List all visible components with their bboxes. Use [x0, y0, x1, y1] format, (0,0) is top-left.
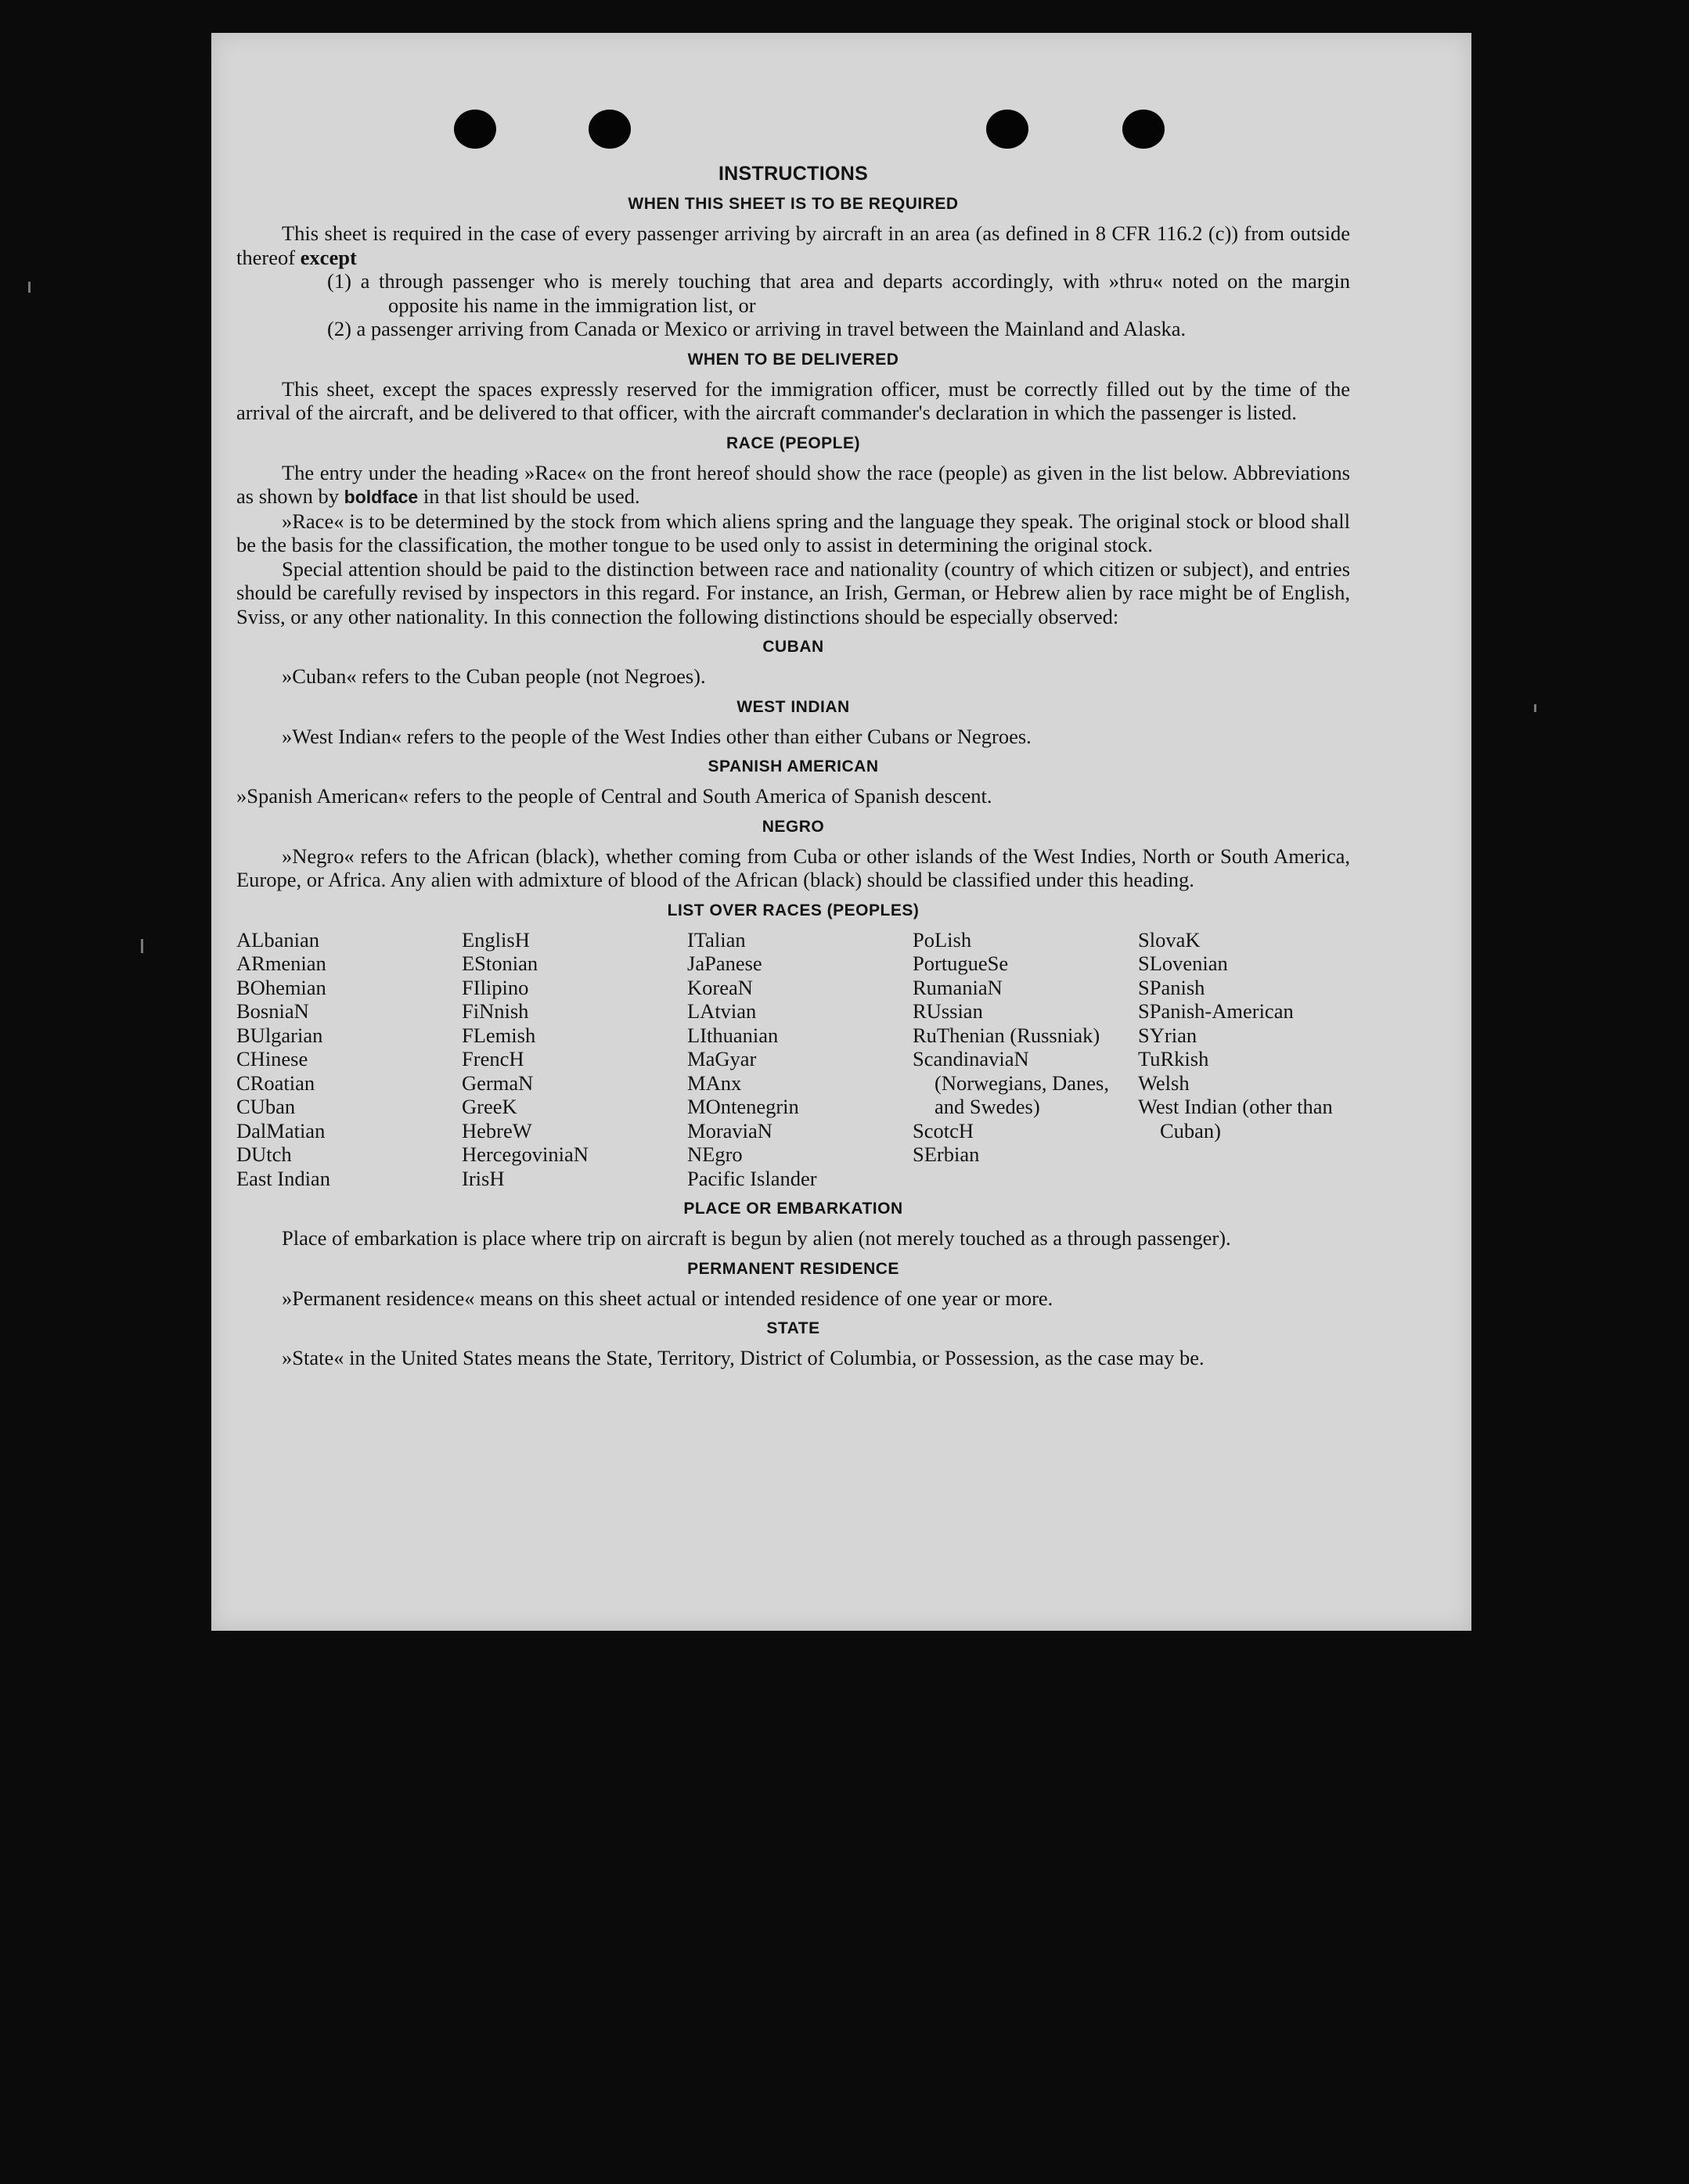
race-entry: CHinese — [236, 1047, 308, 1070]
race-entry: SlovaK — [1138, 927, 1201, 952]
heading-negro: NEGRO — [762, 817, 825, 836]
race-entry: SPanish — [1138, 975, 1205, 999]
race-paragraph-1: The entry under the heading »Race« on the front hereof should show the race (people) as given in the list below. Abbreviations as shown by boldface in that list should be used. — [236, 460, 1350, 508]
when-required-item-2: (2) a passenger arriving from Canada or Mexico or arriving in travel between the Mainland and Alaska. — [327, 317, 1187, 340]
race-column — [1138, 928, 1373, 1191]
race-entry: ScandinaviaN (Norwegians, Danes, and Swedes) — [913, 1047, 1109, 1118]
negro-text: »Negro« refers to the African (black), whether coming from Cuba or other islands of the West Indies, North or South America, Europe, or Africa. Any alien with admixture of blood of the African (black) should be classified under this heading. — [236, 844, 1350, 891]
race-entry: BOhemian — [236, 975, 326, 999]
boldface-word: boldface — [344, 487, 419, 507]
residence-text: »Permanent residence« means on this sheet actual or intended residence of one year or more. — [282, 1286, 1053, 1310]
cuban-text: »Cuban« refers to the Cuban people (not Negroes). — [282, 664, 706, 688]
race-entry: MaGyar — [687, 1047, 757, 1070]
page-title: INSTRUCTIONS — [718, 163, 869, 185]
spanish-american-text: »Spanish American« refers to the people of Central and South America of Spanish descent. — [236, 784, 992, 808]
heading-west-indian: WEST INDIAN — [736, 697, 850, 716]
punch-hole — [986, 110, 1028, 149]
document-page — [211, 33, 1471, 1631]
heading-races-list: LIST OVER RACES (PEOPLES) — [667, 901, 920, 919]
embarkation-text: Place of embarkation is place where trip on aircraft is begun by alien (not merely touched as a through passenger). — [282, 1226, 1231, 1250]
race-entry: ITalian — [687, 927, 746, 952]
when-required-intro: This sheet is required in the case of every passenger arriving by aircraft in an area (as defined in 8 CFR 116.2 (c)) from outside thereof except — [236, 221, 1350, 269]
race-entry: RumaniaN — [913, 975, 1003, 999]
race-entry: ARmenian — [236, 952, 326, 975]
race-column — [687, 928, 913, 1191]
race-entry: SErbian — [913, 1142, 980, 1166]
race-entry: RUssian — [913, 999, 983, 1023]
race-entry: SYrian — [1138, 1023, 1197, 1047]
race-entry: BosniaN — [236, 999, 309, 1023]
race-entry: EnglisH — [462, 927, 530, 952]
race-entry: FIlipino — [462, 975, 529, 999]
race-entry: ALbanian — [236, 927, 319, 952]
race-entry: Welsh — [1138, 1070, 1190, 1095]
race-column — [236, 928, 462, 1191]
heading-when-required: WHEN THIS SHEET IS TO BE REQUIRED — [628, 195, 959, 213]
race-entry: East Indian — [236, 1166, 330, 1190]
heading-when-delivered: WHEN TO BE DELIVERED — [687, 350, 899, 369]
when-required-item-1: (1) a through passenger who is merely touching that area and departs accordingly, with »thru« noted on the margin opposite his name in the immigration list, or — [327, 269, 1350, 317]
race-entry: DalMatian — [236, 1118, 326, 1142]
race-entry: LAtvian — [687, 999, 757, 1023]
race-entry: GreeK — [462, 1095, 517, 1118]
race-entry: IrisH — [462, 1166, 505, 1190]
race-entry: GermaN — [462, 1070, 534, 1095]
race-entry: JaPanese — [687, 952, 762, 975]
heading-state: STATE — [766, 1319, 820, 1337]
race-entry: MOntenegrin — [687, 1095, 799, 1118]
race-entry: SLovenian — [1138, 952, 1228, 975]
race-entry: MoraviaN — [687, 1118, 772, 1142]
race-entry: HebreW — [462, 1118, 532, 1142]
heading-residence: PERMANENT RESIDENCE — [687, 1259, 899, 1278]
heading-race: RACE (PEOPLE) — [726, 434, 860, 452]
race-entry: MAnx — [687, 1070, 742, 1095]
race-entry: RuThenian (Russniak) — [913, 1023, 1100, 1047]
race-paragraph-2: »Race« is to be determined by the stock from which aliens spring and the language they speak. The original stock or blood shall be the basis for the classification, the mother tongue to be used only to assist in determining the original stock. — [236, 509, 1350, 556]
race-entry: CRoatian — [236, 1070, 315, 1095]
race-entry: FLemish — [462, 1023, 536, 1047]
race-entry: BUlgarian — [236, 1023, 323, 1047]
scan-speck — [141, 939, 143, 953]
race-entry: DUtch — [236, 1142, 292, 1166]
punch-hole — [1122, 110, 1165, 149]
scan-speck — [1534, 704, 1536, 712]
race-entry: HercegoviniaN — [462, 1142, 589, 1166]
races-list — [236, 928, 1350, 1191]
except-word: except — [300, 245, 357, 269]
race-column — [913, 928, 1138, 1191]
punch-hole — [589, 110, 631, 149]
race-entry: EStonian — [462, 952, 538, 975]
heading-spanish-american: SPANISH AMERICAN — [708, 757, 879, 775]
heading-embarkation: PLACE OR EMBARKATION — [683, 1200, 903, 1218]
heading-cuban: CUBAN — [762, 638, 824, 656]
race-entry: CUban — [236, 1095, 296, 1118]
race-entry: Pacific Islander — [687, 1166, 817, 1190]
state-text: »State« in the United States means the State, Territory, District of Columbia, or Possession, as the case may be. — [282, 1346, 1205, 1369]
race-entry: ScotcH — [913, 1118, 974, 1142]
race-column — [462, 928, 687, 1191]
race-entry: PoLish — [913, 927, 972, 952]
race-entry: LIthuanian — [687, 1023, 779, 1047]
race-entry: FiNnish — [462, 999, 529, 1023]
race-entry: West Indian (other than Cuban) — [1138, 1095, 1333, 1142]
west-indian-text: »West Indian« refers to the people of the West Indies other than either Cubans or Negroes. — [282, 724, 1032, 748]
race-entry: NEgro — [687, 1142, 743, 1166]
race-entry: TuRkish — [1138, 1047, 1209, 1070]
race-paragraph-3: Special attention should be paid to the distinction between race and nationality (country of which citizen or subject), and entries should be carefully revised by inspectors in this regard. For instance, an Irish, German, or Hebrew alien by race might be of English, Sviss, or any other nationality. In this connection the following distinctions should be especially observed: — [236, 556, 1350, 628]
when-delivered-text: This sheet, except the spaces expressly reserved for the immigration officer, must be correctly filled out by the time of the arrival of the aircraft, and be delivered to that officer, with the aircraft commander's declaration in which the passenger is listed. — [236, 376, 1350, 424]
race-entry: KoreaN — [687, 975, 753, 999]
race-entry: PortugueSe — [913, 952, 1009, 975]
race-entry: FrencH — [462, 1047, 524, 1070]
scan-speck — [28, 282, 31, 293]
race-entry: SPanish-American — [1138, 999, 1294, 1023]
punch-hole — [454, 110, 496, 149]
